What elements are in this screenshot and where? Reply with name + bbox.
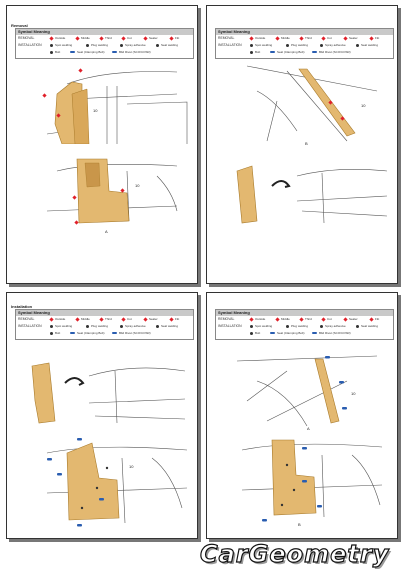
dot-icon [50, 51, 53, 54]
page-heading: Installation [11, 304, 33, 309]
installation-row-2: Bolt Seal (Clamping Bolt) Bltd Rivet (SCO/COSR) [16, 49, 193, 56]
removal-label: REMOVAL [218, 317, 235, 321]
removal-row: REMOVAL Outside Middle Third Cut Sealer Fitt [18, 36, 180, 40]
installation-label: INSTALLATION [218, 324, 242, 328]
page-heading: Removal [11, 23, 28, 28]
dot-icon [320, 325, 323, 328]
body-side-diagram-bottom [37, 151, 187, 236]
rivet-icon [312, 332, 317, 335]
installation-label: INSTALLATION [18, 43, 42, 47]
body-side-diagram-top [27, 64, 192, 144]
callout-a: A [105, 229, 108, 234]
callout-10: 10 [129, 464, 134, 469]
callout-10: 10 [135, 183, 140, 188]
pillar-removed-diagram [227, 161, 392, 226]
installation-row-2: Bolt Seal (Clamping Bolt) Bltd Rivet (SCO/COSR) [216, 49, 393, 56]
installation-row: INSTALLATION Spot welding Plug welding Spray adhesive Seal welding [18, 43, 179, 47]
rivet-icon [112, 51, 117, 54]
page-removal-front [6, 5, 198, 284]
removal-row: REMOVAL Outside Middle Third Cut Sealer Fitt [218, 317, 380, 321]
page-removal-rear [206, 5, 398, 284]
installation-row-2: Bolt Seal (Clamping Bolt) Bltd Rivet (SCO/COSR) [16, 330, 193, 337]
installation-row: INSTALLATION Spot welding Plug welding Spray adhesive Seal welding [18, 324, 179, 328]
dot-icon [356, 325, 359, 328]
diamond-icon [143, 36, 147, 40]
diamond-icon [121, 317, 125, 321]
dot-icon [50, 325, 53, 328]
diamond-icon [49, 36, 53, 40]
bolt-icon [270, 51, 275, 54]
dot-icon [50, 332, 53, 335]
installation-label: INSTALLATION [18, 324, 42, 328]
diamond-icon [121, 36, 125, 40]
roof-pillar-install-diagram [227, 351, 387, 431]
symbol-table-title: Symbol Meaning [16, 310, 193, 316]
diamond-icon [299, 317, 303, 321]
diamond-icon [99, 36, 103, 40]
diamond-icon [275, 36, 279, 40]
site-watermark: CarGeometry [200, 540, 390, 568]
dot-icon [156, 44, 159, 47]
dot-icon [250, 51, 253, 54]
roof-pillar-diagram [237, 61, 387, 146]
symbol-table-title: Symbol Meaning [216, 29, 393, 35]
dot-icon [120, 325, 123, 328]
bolt-icon [70, 51, 75, 54]
callout-b: B [298, 522, 301, 527]
dot-icon [250, 325, 253, 328]
dot-icon [320, 44, 323, 47]
diamond-icon [299, 36, 303, 40]
rivet-icon [312, 51, 317, 54]
callout-10: 10 [351, 391, 356, 396]
diamond-icon [321, 36, 325, 40]
page-installation-front [6, 292, 198, 539]
diamond-icon [169, 36, 173, 40]
dot-icon [356, 44, 359, 47]
removal-label: REMOVAL [18, 317, 35, 321]
dot-icon [286, 325, 289, 328]
dot-icon [120, 44, 123, 47]
dot-icon [156, 325, 159, 328]
symbol-table-title: Symbol Meaning [216, 310, 393, 316]
callout-b: B [305, 141, 308, 146]
diamond-icon [369, 36, 373, 40]
removal-label: REMOVAL [218, 36, 235, 40]
symbol-table [215, 28, 394, 59]
symbol-table [15, 28, 194, 59]
pillar-install-diagram [17, 361, 189, 426]
diamond-icon [369, 317, 373, 321]
page-installation-rear [206, 292, 398, 539]
bolt-icon [70, 332, 75, 335]
dot-icon [86, 325, 89, 328]
dot-icon [86, 44, 89, 47]
dot-icon [250, 332, 253, 335]
lower-pillar-install-diagram [232, 435, 387, 527]
symbol-table-title: Symbol Meaning [16, 29, 193, 35]
symbol-table [15, 309, 194, 340]
dot-icon [250, 44, 253, 47]
installation-row: INSTALLATION Spot welding Plug welding Spray adhesive Seal welding [218, 43, 379, 47]
diamond-icon [75, 36, 79, 40]
installation-row-2: Bolt Seal (Clamping Bolt) Bltd Rivet (SCO/COSR) [216, 330, 393, 337]
installation-row: INSTALLATION Spot welding Plug welding Spray adhesive Seal welding [218, 324, 379, 328]
diamond-icon [99, 317, 103, 321]
diamond-icon [343, 36, 347, 40]
diamond-icon [49, 317, 53, 321]
diamond-icon [143, 317, 147, 321]
callout-10: 10 [361, 103, 366, 108]
removal-row: REMOVAL Outside Middle Third Cut Sealer Fitt [218, 36, 380, 40]
rivet-icon [112, 332, 117, 335]
removal-row: REMOVAL Outside Middle Third Cut Sealer Fitt [18, 317, 180, 321]
callout-10: 10 [93, 108, 98, 113]
dot-icon [286, 44, 289, 47]
dot-icon [50, 44, 53, 47]
diamond-icon [249, 36, 253, 40]
installation-label: INSTALLATION [218, 43, 242, 47]
bolt-icon [270, 332, 275, 335]
pillar-welded-diagram [37, 438, 189, 528]
diamond-icon [275, 317, 279, 321]
removal-label: REMOVAL [18, 36, 35, 40]
diamond-icon [321, 317, 325, 321]
symbol-table [215, 309, 394, 340]
diamond-icon [249, 317, 253, 321]
diamond-icon [75, 317, 79, 321]
callout-a: A [307, 426, 310, 431]
diamond-icon [169, 317, 173, 321]
diamond-icon [343, 317, 347, 321]
